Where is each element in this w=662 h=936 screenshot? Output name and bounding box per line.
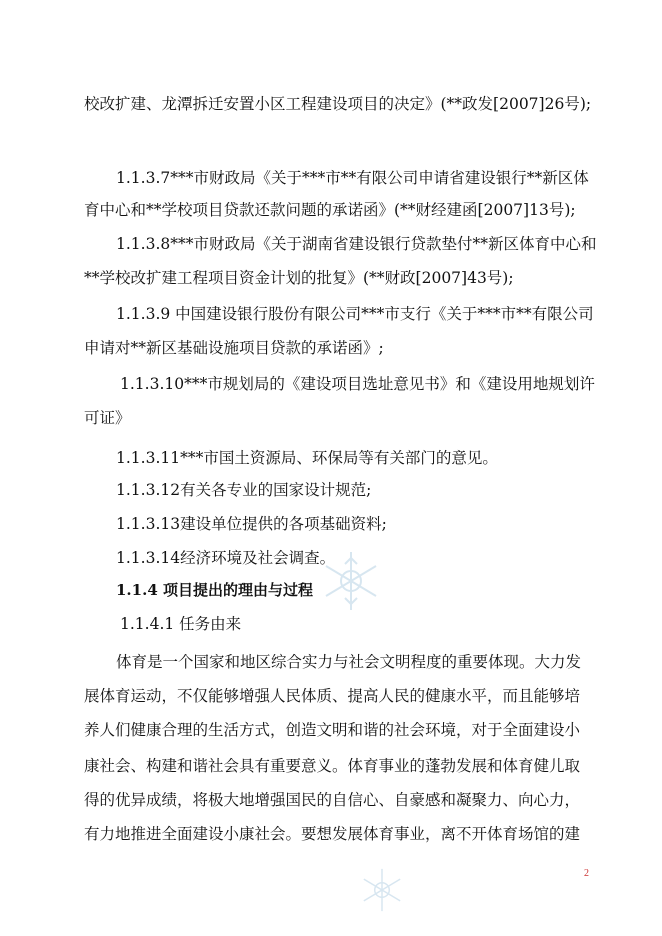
doc-line: 可证》 <box>84 409 131 427</box>
doc-line: 申请对**新区基础设施项目贷款的承诺函》; <box>84 339 384 357</box>
doc-line: 校改扩建、龙潭拆迁安置小区工程建设项目的决定》(**政发[2007]26号); <box>84 95 592 113</box>
subsection-heading: 1.1.4.1 任务由来 <box>120 615 242 633</box>
body-line: 康社会、构建和谐社会具有重要意义。体育事业的蓬勃发展和体育健儿取 <box>84 757 581 775</box>
page-number: 2 <box>584 868 589 879</box>
doc-line: 1.1.3.7***市财政局《关于***市**有限公司申请省建设银行**新区体 <box>116 169 589 187</box>
body-line: 展体育运动，不仅能够增强人民体质、提高人民的健康水平，而且能够培 <box>84 687 581 705</box>
body-line: 养人们健康合理的生活方式，创造文明和谐的社会环境，对于全面建设小 <box>84 721 581 739</box>
doc-line: 1.1.3.12有关各专业的国家设计规范; <box>116 481 372 499</box>
doc-line: 育中心和**学校项目贷款还款问题的承诺函》(**财经建函[2007]13号); <box>84 201 576 219</box>
doc-line: 1.1.3.8***市财政局《关于湖南省建设银行贷款垫付**新区体育中心和 <box>116 235 597 253</box>
doc-line: 1.1.3.10***市规划局的《建设项目选址意见书》和《建设用地规划许 <box>120 375 595 393</box>
body-line: 得的优异成绩，将极大地增强国民的自信心、自豪感和凝聚力、向心力， <box>84 791 581 809</box>
body-line: 有力地推进全面建设小康社会。要想发展体育事业，离不开体育场馆的建 <box>84 825 581 843</box>
doc-line: 1.1.3.11***市国土资源局、环保局等有关部门的意见。 <box>116 449 498 467</box>
body-line: 体育是一个国家和地区综合实力与社会文明程度的重要体现。大力发 <box>116 653 582 671</box>
watermark-snowflake-icon <box>358 866 406 914</box>
doc-line: 1.1.3.9 中国建设银行股份有限公司***市支行《关于***市**有限公司 <box>116 305 594 323</box>
doc-line: 1.1.3.13建设单位提供的各项基础资料; <box>116 515 387 533</box>
section-heading: 1.1.4 项目提出的理由与过程 <box>116 581 313 599</box>
doc-line: **学校改扩建工程项目资金计划的批复》(**财政[2007]43号); <box>84 269 514 287</box>
doc-line: 1.1.3.14经济环境及社会调查。 <box>116 549 336 567</box>
